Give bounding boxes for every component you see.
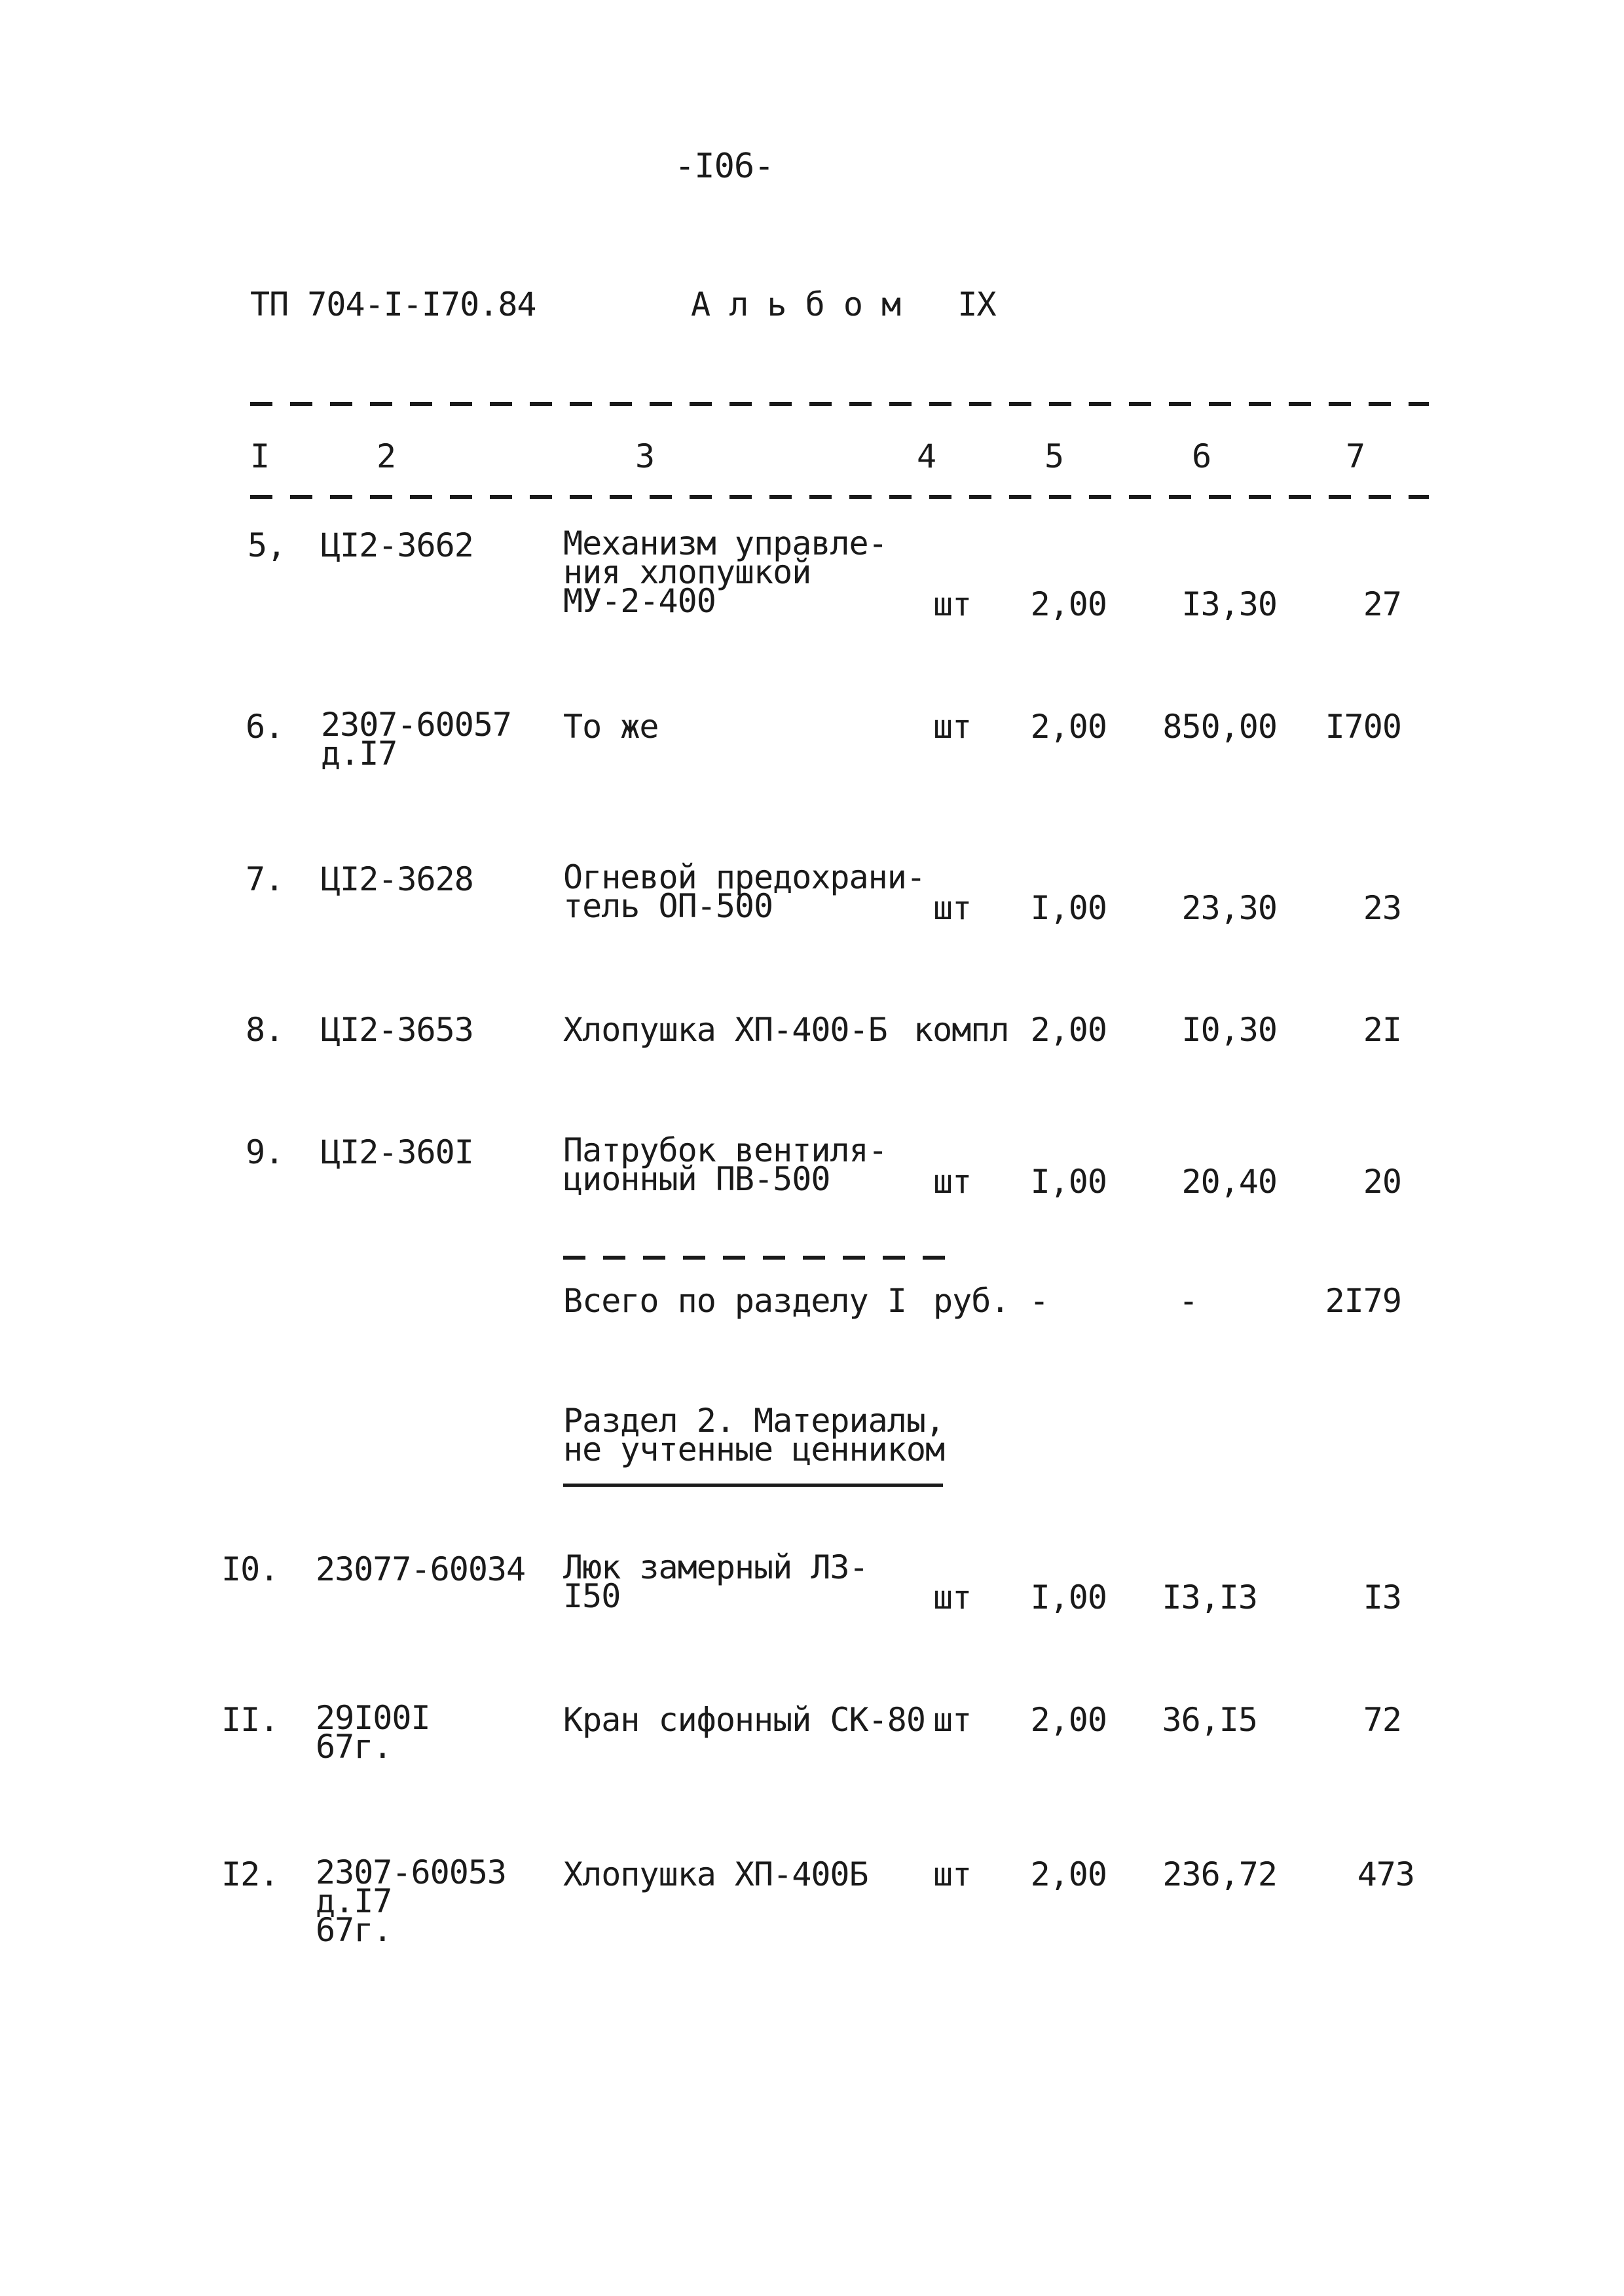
row-price: 36,I5 xyxy=(1162,1701,1257,1739)
row-code: ЦI2-3662 xyxy=(321,526,473,564)
row-unit: шт xyxy=(933,1855,972,1893)
section-heading-underline xyxy=(563,1484,943,1487)
row-total: I700 xyxy=(1325,708,1401,746)
row-number: 8. xyxy=(246,1011,284,1049)
row-code: 2307-60053 д.I7 67г. xyxy=(316,1853,507,1949)
row-qty: 2,00 xyxy=(1030,1855,1107,1893)
row-qty: 2,00 xyxy=(1030,1701,1107,1739)
row-qty: 2,00 xyxy=(1030,708,1107,746)
row-price: 20,40 xyxy=(1181,1163,1277,1201)
subtotal-qty: - xyxy=(1029,1282,1049,1320)
row-name: То же xyxy=(563,708,659,746)
row-price: 850,00 xyxy=(1162,708,1277,746)
row-total: 473 xyxy=(1357,1855,1414,1893)
header-rule-bottom xyxy=(250,495,1429,499)
row-price: 23,30 xyxy=(1181,889,1277,927)
col-header-7: 7 xyxy=(1346,437,1365,475)
row-qty: 2,00 xyxy=(1030,585,1107,623)
row-total: 72 xyxy=(1363,1701,1401,1739)
subtotal-unit: руб. xyxy=(933,1282,1010,1320)
row-qty: I,00 xyxy=(1030,1163,1107,1201)
row-code: ЦI2-3653 xyxy=(321,1011,473,1049)
row-number: I0. xyxy=(221,1550,279,1588)
row-number: I2. xyxy=(221,1855,279,1893)
row-qty: 2,00 xyxy=(1030,1011,1107,1049)
subtotal-rule xyxy=(563,1256,956,1260)
row-unit: шт xyxy=(933,889,972,927)
row-total: I3 xyxy=(1363,1578,1401,1616)
col-header-2: 2 xyxy=(377,437,396,475)
row-code: 29I00I 67г. xyxy=(316,1699,430,1766)
row-price: 236,72 xyxy=(1162,1855,1277,1893)
row-unit: шт xyxy=(933,1163,972,1201)
row-name: Люк замерный ЛЗ- I50 xyxy=(563,1548,868,1615)
row-unit: шт xyxy=(933,1578,972,1616)
row-number: 6. xyxy=(246,708,284,746)
col-header-3: 3 xyxy=(635,437,655,475)
document-code: ТП 704-I-I70.84 xyxy=(250,285,536,323)
row-number: II. xyxy=(221,1701,279,1739)
row-price: I3,30 xyxy=(1181,585,1277,623)
row-unit: компл xyxy=(913,1011,1009,1049)
row-code: 2307-60057 д.I7 xyxy=(321,706,512,773)
row-unit: шт xyxy=(933,585,972,623)
header-rule-top xyxy=(250,402,1429,406)
subtotal-price: - xyxy=(1179,1282,1198,1320)
row-name: Огневой предохрани- тель ОП-500 xyxy=(563,858,925,925)
section-heading: Раздел 2. Материалы, не учтенные ценником xyxy=(563,1402,945,1468)
row-code: ЦI2-360I xyxy=(321,1133,473,1171)
col-header-5: 5 xyxy=(1044,437,1064,475)
row-price: I3,I3 xyxy=(1162,1578,1257,1616)
page-number: -I06- xyxy=(674,147,774,186)
subtotal-total: 2I79 xyxy=(1325,1282,1401,1320)
row-unit: шт xyxy=(933,1701,972,1739)
row-code: 23077-60034 xyxy=(316,1550,526,1588)
row-number: 5, xyxy=(248,526,286,564)
subtotal-label: Всего по разделу I xyxy=(563,1282,906,1320)
row-total: 23 xyxy=(1363,889,1401,927)
row-qty: I,00 xyxy=(1030,1578,1107,1616)
row-code: ЦI2-3628 xyxy=(321,860,473,898)
row-number: 7. xyxy=(246,860,284,898)
col-header-6: 6 xyxy=(1192,437,1211,475)
row-number: 9. xyxy=(246,1133,284,1171)
row-name: Патрубок вентиля- ционный ПВ-500 xyxy=(563,1131,887,1198)
row-name: Кран сифонный СК-80 xyxy=(563,1701,925,1739)
album-label: А л ь б о м IX xyxy=(691,285,996,323)
col-header-1: I xyxy=(250,437,270,475)
row-name: Хлопушка ХП-400Б xyxy=(563,1855,868,1893)
col-header-4: 4 xyxy=(917,437,936,475)
row-name: Хлопушка ХП-400-Б xyxy=(563,1011,887,1049)
row-unit: шт xyxy=(933,708,972,746)
row-price: I0,30 xyxy=(1181,1011,1277,1049)
row-total: 2I xyxy=(1363,1011,1401,1049)
row-total: 27 xyxy=(1363,585,1401,623)
row-name: Механизм управле- ния хлопушкой МУ-2-400 xyxy=(563,524,887,620)
row-qty: I,00 xyxy=(1030,889,1107,927)
row-total: 20 xyxy=(1363,1163,1401,1201)
